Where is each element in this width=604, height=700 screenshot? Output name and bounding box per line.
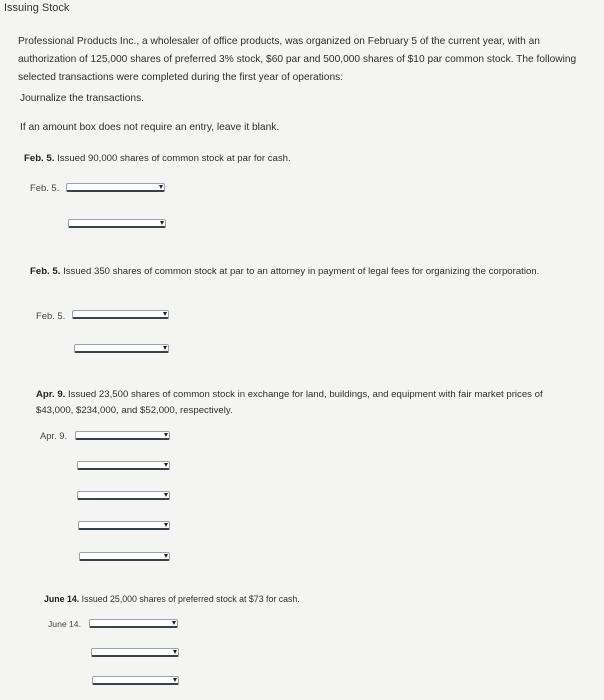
instruction-blank: If an amount box does not require an entry, leave it blank. [20,122,280,133]
account-dropdown[interactable] [77,491,170,500]
transaction-4 [44,591,574,607]
chevron-down-icon [164,554,168,558]
transaction-1 [24,151,584,167]
transaction-3 [36,387,576,419]
instruction-journalize: Journalize the transactions. [20,93,145,104]
chevron-down-icon [173,650,177,654]
transaction-3-text: Issued 23,500 shares of common stock in exchange for land, buildings, and equipment with fair market prices of $43,000, $234,000, and $52,000, respectively. [36,389,543,416]
chevron-down-icon [164,433,168,437]
transaction-4-date: June 14. [44,594,80,604]
account-dropdown[interactable] [68,219,166,228]
page-title: Issuing Stock [4,2,70,14]
journal-date-label: Apr. 9. [40,430,68,441]
account-dropdown[interactable] [66,183,165,192]
account-dropdown[interactable] [92,676,179,685]
account-dropdown[interactable] [78,521,170,530]
account-dropdown[interactable] [75,431,170,440]
account-dropdown[interactable] [89,619,178,628]
transaction-1-date: Feb. 5. [24,153,55,164]
journal-date-label: Feb. 5. [30,182,60,193]
chevron-down-icon [163,346,167,350]
transaction-4-text: Issued 25,000 shares of preferred stock at $73 for cash. [81,594,300,604]
chevron-down-icon [173,678,177,682]
account-dropdown[interactable] [79,552,170,561]
transaction-2 [30,264,580,280]
transaction-1-text: Issued 90,000 shares of common stock at par for cash. [57,153,291,164]
account-dropdown[interactable] [77,461,170,470]
account-dropdown[interactable] [72,310,169,319]
account-dropdown[interactable] [91,648,179,657]
problem-description: Professional Products Inc., a wholesaler of office products, was organized on February 5 of the current year, with an authorization of 125,000 shares of preferred 3% stock, $60 par and 500,000 shares of $10 par common stock. The following selected transactions were completed during the first year of operations: [18,36,577,83]
transaction-2-text: Issued 350 shares of common stock at par to an attorney in payment of legal fees for organizing the corporation. [63,266,540,277]
chevron-down-icon [164,523,168,527]
chevron-down-icon [172,621,176,625]
journal-date-label: Feb. 5. [36,310,66,321]
transaction-2-date: Feb. 5. [30,266,61,277]
account-dropdown[interactable] [74,344,169,353]
chevron-down-icon [164,463,168,467]
chevron-down-icon [160,221,164,225]
transaction-3-date: Apr. 9. [36,389,66,400]
journal-date-label: June 14. [48,619,81,629]
chevron-down-icon [164,493,168,497]
chevron-down-icon [163,312,167,316]
chevron-down-icon [159,185,163,189]
